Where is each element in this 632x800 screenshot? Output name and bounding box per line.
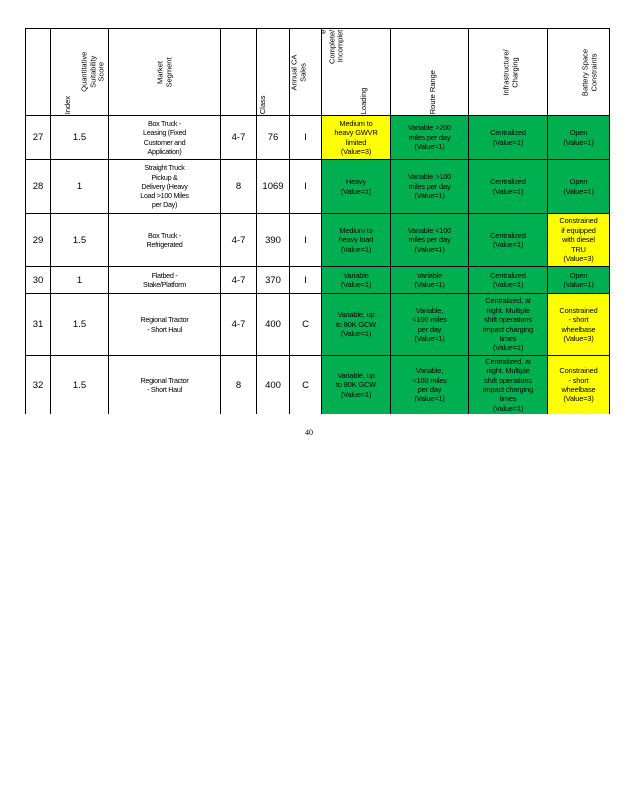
score-cell: 1.5 <box>51 214 109 267</box>
infra-cell: Centralized (Value=1) <box>469 160 548 214</box>
complete-cell: I <box>290 160 322 214</box>
class-cell: 4-7 <box>221 267 257 294</box>
segment-cell: Regional Tractor - Short Haul <box>109 294 221 356</box>
sales-cell: 400 <box>257 356 290 415</box>
infra-cell: Centralized (Value=1) <box>469 116 548 160</box>
header-battery: Battery Space Constraints <box>548 29 610 116</box>
sales-cell: 370 <box>257 267 290 294</box>
table-row <box>26 116 610 160</box>
route-cell: Variable, <100 miles per day (Value=1) <box>391 356 469 415</box>
header-index: Index <box>26 29 51 116</box>
header-route: Route Range <box>391 29 469 116</box>
complete-cell: I <box>290 116 322 160</box>
class-cell: 4-7 <box>221 214 257 267</box>
index-cell: 31 <box>26 294 51 356</box>
segment-cell: Flatbed - Stake/Platform <box>109 267 221 294</box>
route-cell: Variable >200 miles per day (Value=1) <box>391 116 469 160</box>
infra-cell: Centralized, at night. Multiple shift operations impact charging times (Value=1) <box>469 294 548 356</box>
header-loading: Loading <box>322 29 391 116</box>
segment-cell: Box Truck - Refrigerated <box>109 214 221 267</box>
index-cell: 27 <box>26 116 51 160</box>
class-cell: 4-7 <box>221 294 257 356</box>
loading-cell: Medium to heavy GWVR limited (Value=3) <box>322 116 391 160</box>
table-row <box>26 214 610 267</box>
sales-cell: 1069 <box>257 160 290 214</box>
header-complete: e Complete/ Incomplet <box>290 29 322 116</box>
loading-cell: Variable (Value=1) <box>322 267 391 294</box>
segment-cell: Straight Truck Pickup & Delivery (Heavy Load >100 Miles per Day) <box>109 160 221 214</box>
route-cell: Variable, <100 miles per day (Value=1) <box>391 294 469 356</box>
infra-cell: Centralized, at night. Multiple shift operations impact charging times (Value=1) <box>469 356 548 415</box>
table-row <box>26 267 610 294</box>
battery-cell: Open (Value=1) <box>548 116 610 160</box>
route-cell: Variable >100 miles per day (Value=1) <box>391 160 469 214</box>
class-cell: 8 <box>221 160 257 214</box>
route-cell: Variable <100 miles per day (Value=1) <box>391 214 469 267</box>
index-cell: 32 <box>26 356 51 415</box>
sales-cell: 400 <box>257 294 290 356</box>
segment-cell: Box Truck - Leasing (Fixed Customer and Application) <box>109 116 221 160</box>
header-sales: Annual CA Sales <box>257 29 290 116</box>
score-cell: 1.5 <box>51 356 109 415</box>
infra-cell: Centralized (Value=1) <box>469 267 548 294</box>
score-cell: 1 <box>51 160 109 214</box>
market-segment-table <box>25 28 610 414</box>
index-cell: 30 <box>26 267 51 294</box>
infra-cell: Centralized (Value=1) <box>469 214 548 267</box>
class-cell: 4-7 <box>221 116 257 160</box>
battery-cell: Constrained if equipped with diesel TRU (Value=3) <box>548 214 610 267</box>
score-cell: 1.5 <box>51 294 109 356</box>
index-cell: 28 <box>26 160 51 214</box>
sales-cell: 390 <box>257 214 290 267</box>
header-row <box>26 29 610 116</box>
battery-cell: Open (Value=1) <box>548 267 610 294</box>
sales-cell: 76 <box>257 116 290 160</box>
table-row <box>26 356 610 415</box>
complete-cell: I <box>290 267 322 294</box>
battery-cell: Constrained - short wheelbase (Value=3) <box>548 356 610 415</box>
battery-cell: Constrained - short wheelbase (Value=3) <box>548 294 610 356</box>
battery-cell: Open (Value=1) <box>548 160 610 214</box>
table-row <box>26 160 610 214</box>
header-score: Quantitative Suitability Score <box>51 29 109 116</box>
complete-cell: C <box>290 294 322 356</box>
index-cell: 29 <box>26 214 51 267</box>
loading-cell: Heavy (Value=1) <box>322 160 391 214</box>
complete-cell: I <box>290 214 322 267</box>
header-class: Class <box>221 29 257 116</box>
table-row <box>26 294 610 356</box>
loading-cell: Medium to heavy load (Value=1) <box>322 214 391 267</box>
loading-cell: Variable, up to 80K GCW (Value=1) <box>322 356 391 415</box>
header-infra: Infrastructure/ Charging <box>469 29 548 116</box>
segment-cell: Regional Tractor - Short Haul <box>109 356 221 415</box>
class-cell: 8 <box>221 356 257 415</box>
route-cell: Variable (Value=1) <box>391 267 469 294</box>
score-cell: 1 <box>51 267 109 294</box>
header-segment: Market Segment <box>109 29 221 116</box>
complete-cell: C <box>290 356 322 415</box>
page-number: 40 <box>305 428 313 437</box>
loading-cell: Variable, up to 80K GCW (Value=1) <box>322 294 391 356</box>
score-cell: 1.5 <box>51 116 109 160</box>
